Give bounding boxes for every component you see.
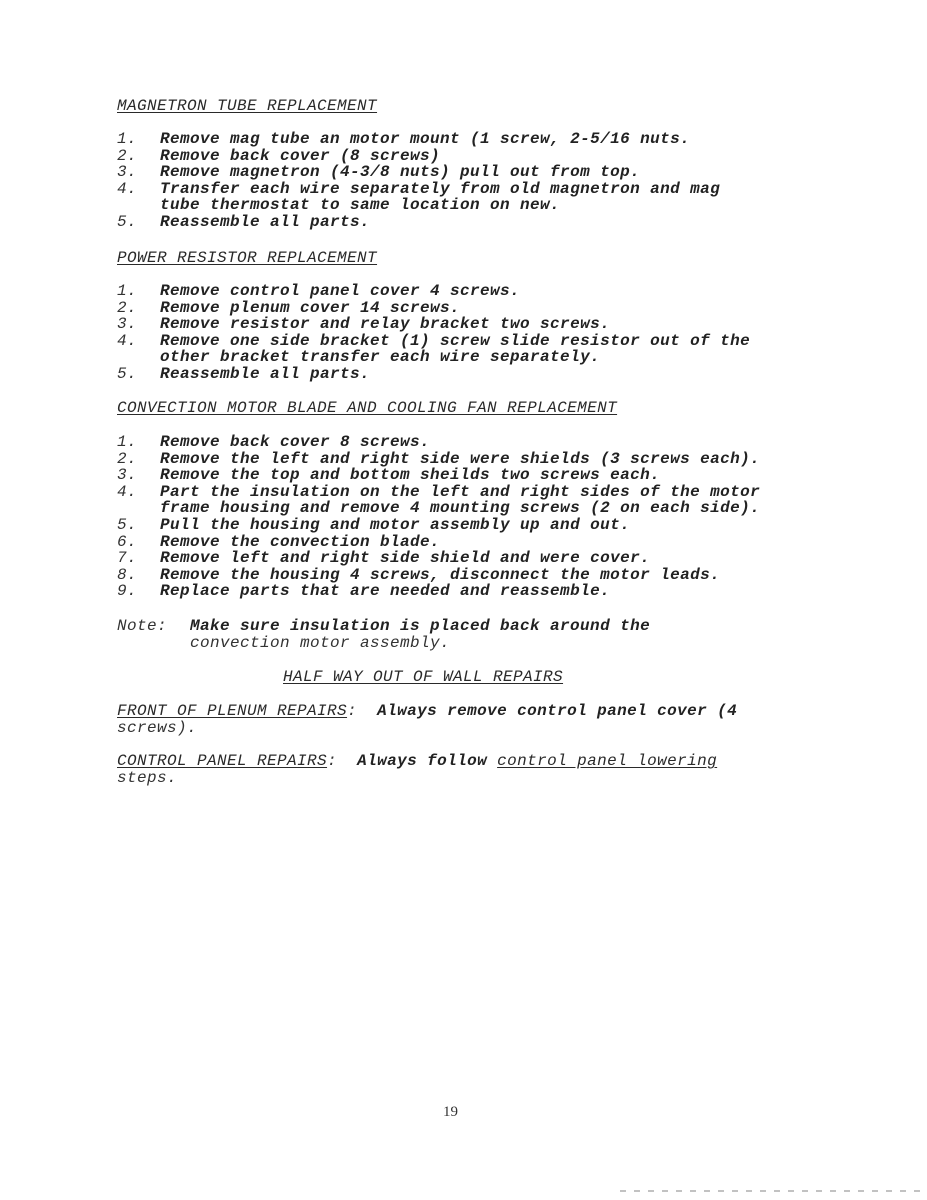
list-item-number: 8. xyxy=(117,565,138,584)
list-item-number: 9. xyxy=(117,582,138,601)
control-panel-text: Always follow xyxy=(337,752,498,770)
list-item-number: 4. xyxy=(117,179,138,198)
note-text: convection motor assembly. xyxy=(190,634,451,652)
note-label: Note: xyxy=(117,617,168,635)
list-item-number: 4. xyxy=(117,331,138,350)
control-panel-paragraph xyxy=(117,752,717,770)
list-item-text: tube thermostat to same location on new. xyxy=(160,196,561,215)
list-item-number: 1. xyxy=(117,282,138,300)
note-text: Make sure insulation is placed back around the xyxy=(190,617,651,635)
section-heading: MAGNETRON TUBE REPLACEMENT xyxy=(117,97,378,115)
front-of-plenum-label: FRONT OF PLENUM REPAIRS xyxy=(117,702,348,720)
colon: : xyxy=(327,752,338,770)
half-way-heading: HALF WAY OUT OF WALL REPAIRS xyxy=(283,668,564,686)
page-number: 19 xyxy=(443,1104,458,1120)
list-item-text: Remove back cover 8 screws. xyxy=(160,433,431,451)
list-item-text: Remove left and right side shield and were cover. xyxy=(160,549,651,568)
list-item-number: 4. xyxy=(117,482,138,501)
list-item-text: Remove resistor and relay bracket two screws. xyxy=(160,315,611,334)
list-item-text: Remove back cover (8 screws) xyxy=(160,146,441,165)
list-item-text: Remove the housing 4 screws, disconnect the motor leads. xyxy=(160,565,721,584)
scan-artifact xyxy=(620,1190,920,1192)
front-of-plenum-paragraph xyxy=(117,702,737,720)
list-item-text: Remove control panel cover 4 screws. xyxy=(160,282,521,300)
list-item-number: 3. xyxy=(117,163,138,182)
list-item-number: 2. xyxy=(117,298,138,317)
list-item-text: Remove the convection blade. xyxy=(160,532,441,551)
list-item-number: 3. xyxy=(117,466,138,485)
list-item-text: Replace parts that are needed and reassemble. xyxy=(160,582,611,601)
list-item-text: Part the insulation on the left and right sides of the motor xyxy=(160,482,761,501)
list-item-number: 7. xyxy=(117,549,138,568)
list-item-number: 5. xyxy=(117,365,138,383)
list-item-number: 1. xyxy=(117,433,138,451)
colon: : xyxy=(347,702,358,720)
list-item-number: 5. xyxy=(117,516,138,534)
list-item-number: 2. xyxy=(117,146,138,165)
list-item-text: Reassemble all parts. xyxy=(160,213,371,231)
control-panel-label: CONTROL PANEL REPAIRS xyxy=(117,752,328,770)
list-item-text: Remove mag tube an motor mount (1 screw, 2-5/16 nuts. xyxy=(160,130,691,148)
list-item-text: Reassemble all parts. xyxy=(160,365,371,383)
list-item-text: other bracket transfer each wire separately. xyxy=(160,348,601,367)
list-item-text: Remove the top and bottom sheilds two screws each. xyxy=(160,466,661,485)
front-of-plenum-text: Always remove control panel cover (4 xyxy=(357,702,738,720)
control-panel-text-cont: steps. xyxy=(117,769,178,787)
list-item-number: 3. xyxy=(117,315,138,334)
list-item-text: Pull the housing and motor assembly up and out. xyxy=(160,516,631,534)
list-item-text: Remove plenum cover 14 screws. xyxy=(160,298,461,317)
list-item-text: Transfer each wire separately from old magnetron and mag xyxy=(160,179,721,198)
list-item-number: 2. xyxy=(117,449,138,468)
section-heading: CONVECTION MOTOR BLADE AND COOLING FAN REPLACEMENT xyxy=(117,399,618,417)
control-panel-lowering-reference: control panel lowering xyxy=(497,752,718,770)
list-item-text: Remove magnetron (4-3/8 nuts) pull out from top. xyxy=(160,163,641,182)
list-item-text: Remove the left and right side were shields (3 screws each). xyxy=(160,449,761,468)
list-item-number: 5. xyxy=(117,213,138,231)
section-heading: POWER RESISTOR REPLACEMENT xyxy=(117,249,378,267)
list-item-number: 1. xyxy=(117,130,138,148)
list-item-number: 6. xyxy=(117,532,138,551)
list-item-text: frame housing and remove 4 mounting screws (2 on each side). xyxy=(160,499,761,518)
list-item-text: Remove one side bracket (1) screw slide resistor out of the xyxy=(160,331,751,350)
front-of-plenum-text-cont: screws). xyxy=(117,719,198,737)
